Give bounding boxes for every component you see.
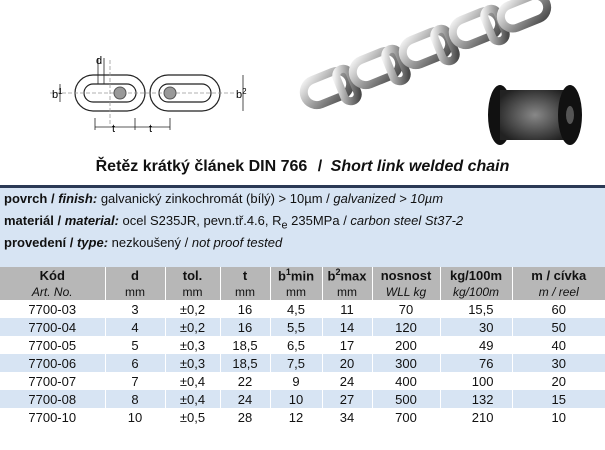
spec-material: materiál / material: ocel S235JR, pevn.tř.4.6, $R_e$ 235MPa / carbon steel St37-2: [4, 213, 464, 232]
product-table: [0, 267, 605, 426]
col-header-code: Kód: [0, 267, 105, 284]
col-unit-t: mm: [220, 284, 270, 300]
title-en: Short link welded chain: [330, 158, 510, 175]
col-header-reel: m / cívka: [512, 267, 605, 284]
col-header-tol: tol.: [165, 267, 220, 284]
col-unit-reel: m / reel: [512, 284, 605, 300]
diagram-label-b1: $b^1$: [52, 87, 63, 101]
col-unit-code: Art. No.: [0, 284, 105, 300]
table-row: 7700-05 5 ±0,3 18,5 6,5 17 200 49 40: [0, 336, 605, 354]
table-row: 7700-10 10 ±0,5 28 12 34 700 210 10: [0, 408, 605, 426]
diagram-label-t1: t: [112, 123, 116, 135]
diagram-label-d: d: [96, 55, 103, 67]
col-header-b1min: $b^1\min$: [270, 267, 322, 284]
col-unit-d: mm: [105, 284, 165, 300]
product-images: [0, 0, 605, 155]
table-row: 7700-06 6 ±0,3 18,5 7,5 20 300 76 30: [0, 354, 605, 372]
spec-finish: povrch / finish: galvanický zinkochromát (bílý) > 10µm / galvanized > 10µm: [4, 191, 444, 206]
diagram-label-b2: $b^2$: [236, 87, 247, 101]
spec-type: provedení / type: nezkoušený / not proof tested: [4, 235, 283, 250]
title-cz: Řetěz krátký článek DIN 766: [95, 158, 308, 175]
table-row: 7700-08 8 ±0,4 24 10 27 500 132 15: [0, 390, 605, 408]
table-row: 7700-04 4 ±0,2 16 5,5 14 120 30 50: [0, 318, 605, 336]
col-header-weight: kg/100m: [440, 267, 512, 284]
title-separator: /: [317, 158, 323, 175]
table-row: 7700-03 3 ±0,2 16 4,5 11 70 15,5 60: [0, 300, 605, 318]
chain-spool-photo: [488, 85, 582, 145]
col-header-b2max: $b^2\max$: [322, 267, 372, 284]
table-header-row: [0, 267, 605, 284]
col-unit-b1min: mm: [270, 284, 322, 300]
col-unit-tol: mm: [165, 284, 220, 300]
col-unit-load: WLL kg: [372, 284, 440, 300]
specifications: [0, 185, 605, 268]
chain-dimension-diagram: [0, 0, 605, 155]
col-header-d: d: [105, 267, 165, 284]
table-row: 7700-07 7 ±0,4 22 9 24 400 100 20: [0, 372, 605, 390]
diagram-label-t2: t: [149, 123, 153, 135]
col-header-t: t: [220, 267, 270, 284]
col-unit-weight: kg/100m: [440, 284, 512, 300]
col-unit-b2max: mm: [322, 284, 372, 300]
page-title: [0, 158, 605, 176]
col-header-load: nosnost: [372, 267, 440, 284]
table-unit-row: [0, 284, 605, 300]
